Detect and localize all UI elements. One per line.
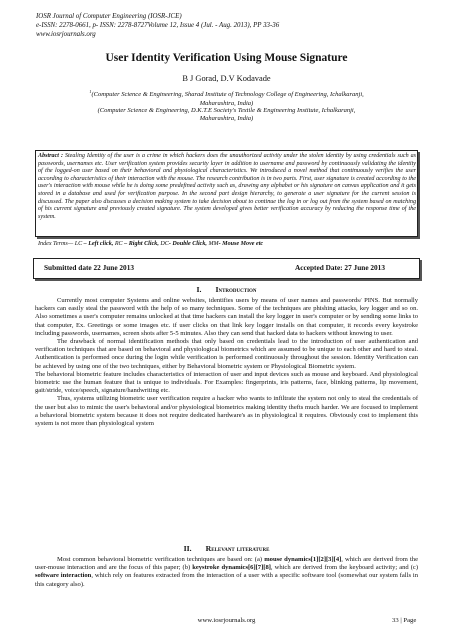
journal-site: www.iosrjournals.org [36,31,96,39]
text-run: mouse dynamics[1][2][3][4] [264,556,342,563]
abstract-label: Abstract : [38,153,63,159]
text-run: software interaction [35,572,92,580]
index-term-dc: DC [160,241,169,247]
section-heading-relevant-literature [0,544,453,553]
affiliation-1 [40,88,413,108]
submitted-date: Submitted date 22 June 2013 [44,263,135,272]
index-term-dc-text: - Double Click, [168,241,209,247]
index-term-lc: LC [74,241,83,247]
paper-title: User Identity Verification Using Mouse Signature [105,52,348,64]
section-1-title: Introduction [215,285,257,294]
index-terms-label: Index Terms— [38,241,75,247]
index-terms [38,240,418,248]
index-term-mm: MM [208,241,219,247]
section-2-number: II. [183,544,192,553]
paragraph: The drawback of normal identification methods that only based on credentials lead to the introduction of user authentication and verification techniques that are based on behavioral and physiological biometrics which are assumed to be unique to each other and hard to steal. Authentication is performed once during the login while verification is performed continuously throughout the session. Identity Verification can be achieved by using one of the two techniques, either by Behavioral biometric system or Physiological Biometric system. [35,338,418,370]
section-heading-introduction [0,285,453,294]
paragraph [35,556,418,589]
affiliation-1-line2: Maharashtra, India) [199,99,254,107]
text-run: , which rely on features extracted from the interaction of a user with a specific software tool (somewhat our system falls in this category also). [35,572,418,588]
paragraph: Currently most computer Systems and online websites, identifies users by means of user names and passwords/ PINS. But normally hackers can easily steal the password with the help of so many techniques. Some of the techniques are phishing attacks, key logger and so on. Also sometimes a user's computer remains unlocked at that time hackers can install the key logger in user's computer or by sending some links to that computer, Ex. Greetings or some images etc. if user clicks on that link key logger installs on that computer, it records every keystroke including passwords, usernames, screen shots after 5-5 minutes. Also they can send that hacked data to hackers without knowing to user. [35,297,418,337]
abstract-text: Stealing Identity of the user is a crime in which hackers does the unauthorized activity under the stolen identity by using credentials such as passwords, usernames etc. User verification system provides security layer in addition to username and password by continuously validating the identity of the logged-on user based on their behavioral and physiological characteristics. We introduced a novel method that continuously verifies the user according to characteristics of their interaction with the mouse. The research contribution is in two parts. First, user signature is created according to the user's interaction with mouse while he is doing some predefined activity such as, drawing any alphabet or his signature on canvas application and it gets stored in a database and used for verification purpose. In the second part design hierarchy, to generate a user signature for the current session is discussed. The paper also discusses a decision making system to take decision about to continue the log in or log out from the system based on matching of his current signature and previously created signature. The system developed gives better verification accuracy by reducing the response time of the system. [38,153,417,220]
section-1-number: I. [196,285,202,294]
affiliation-2-line1: (Computer Science & Engineering, D.K.T.E Society's Textile & Engineering Institute, Ichalkaranji, [97,107,356,114]
text-run: , which are derived from the user-mouse interaction and are the focus of this paper; (b) [35,556,418,572]
abstract [38,153,416,221]
footer-page-number: 33 | Page [392,617,417,624]
affiliation-2-line2: Maharashtra, India) [199,115,254,123]
paragraph: Thus, systems utilizing biometric user verification require a hacker who wants to infiltrate the system not only to steal the credentials of the user but also to mimic the user's behavioral and/or physiological biometrics making identity thefts much harder. We are focused to implement a behavioral biometric system because it does not require dedicated hardware's as in physiological it requires. Obviously cost to implement this system is not more than physiological system [35,395,418,428]
index-term-rc: RC [114,241,123,247]
affiliation-1-sup: 1 [89,89,92,94]
section-2-title: Relevant literature [205,544,270,553]
paper-authors: B J Gorad, D.V Kodavade [182,74,271,83]
text-run: , which are derived from the keyboard activity; and (c) [270,564,419,572]
index-term-mm-text: - Mouse Move etc [218,241,264,247]
text-run: keystroke dynamics[6][7][8] [192,564,271,572]
journal-header [36,12,336,40]
footer-url: www.iosrjournals.org [197,617,256,624]
journal-issn: e-ISSN: 2278-0661, p- ISSN: 2278-8727Volume 12, Issue 4 (Jul. - Aug. 2013), PP 33-36 [36,22,280,30]
paragraph: The behavioral biometric feature includes characteristics of interaction of user and input devices such as mouse and keyboard. And physiological biometric use the human feature that is unique to individuals. For Examples: fingerprints, iris patterns, face, blinking patterns, lip movement, gait/stride, voice/speech, signature/handwriting etc. [35,370,418,395]
index-term-lc-text: – Left click, [82,241,115,247]
text-run: Most common behavioral biometric verification techniques are based on: (a) [57,556,265,563]
affiliation-1-line1: (Computer Science & Engineering, Sharad Institute of Technology College of Engineering, Ichalkaranji, [91,91,364,99]
affiliation-2 [40,107,413,124]
section-2-body [35,556,418,589]
journal-name: IOSR Journal of Computer Engineering (IOSR-JCE) [36,13,182,20]
section-1-body [35,297,418,428]
index-term-rc-text: – Right Click, [122,241,161,247]
accepted-date: Accepted Date: 27 June 2013 [295,263,385,272]
